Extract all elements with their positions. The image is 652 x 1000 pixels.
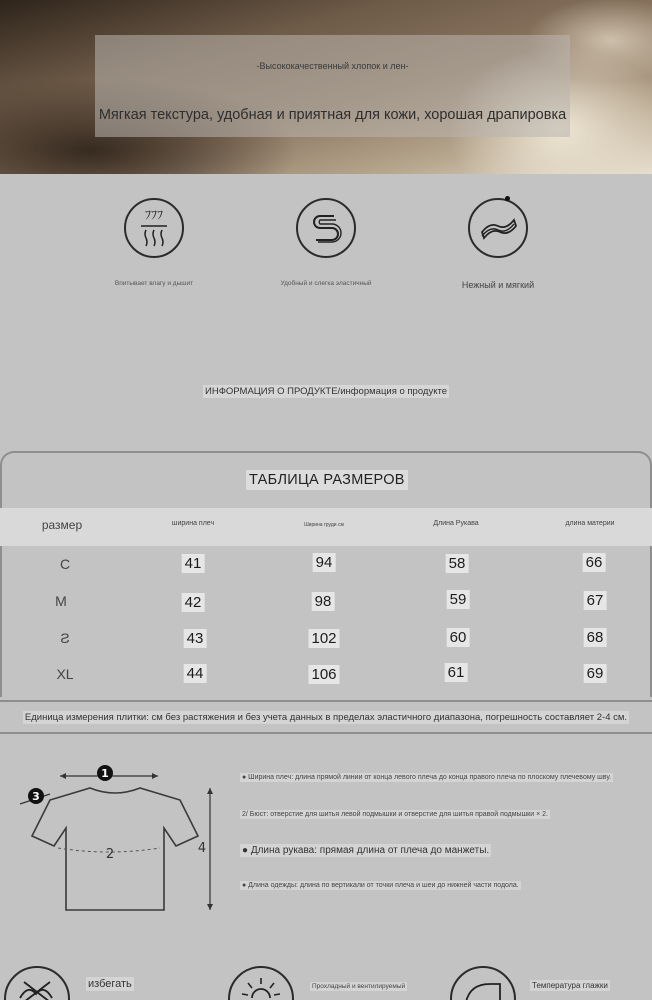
care-label-text: избегать: [88, 978, 132, 990]
header-length: длина материи: [565, 520, 615, 527]
svg-text:ﾌﾌﾌ: ﾌﾌﾌ: [144, 208, 164, 222]
diagram-label-2: 2: [105, 847, 115, 862]
soft-fabric-icon: [296, 198, 356, 258]
care-label: [86, 978, 134, 990]
measure-length: [240, 882, 521, 889]
feature-label: Удобный и слегка эластичный: [280, 280, 372, 287]
cell-length: 68: [584, 628, 607, 647]
hero-title: Мягкая текстура, удобная и приятная для кожи, хорошая драпировка: [98, 107, 567, 123]
size-note-text: Единица измерения плитки: см без растяжения и без учета данных в пределах эластичного диапазона, погрешность составляет 2-4 см.: [24, 712, 628, 723]
care-label: [530, 981, 610, 990]
measure-text: ● Ширина плеч: длина прямой линии от конца левого плеча до конца правого плеча по плоскому плечевому шву.: [242, 774, 612, 781]
gentle-fabric-icon: [468, 198, 528, 258]
header-shoulder: ширина плеч: [171, 520, 215, 527]
iron-icon: [450, 966, 516, 1000]
product-info-text: ИНФОРМАЦИЯ О ПРОДУКТЕ/информация о продукте: [205, 386, 447, 397]
feature-elastic: [266, 198, 386, 287]
measure-chest: [240, 811, 550, 818]
feature-soft: [438, 198, 558, 290]
hero-caption-box: [95, 35, 570, 137]
cell-length: 67: [584, 591, 607, 610]
cell-shoulder: 44: [184, 664, 207, 683]
cell-chest: 102: [308, 629, 339, 648]
marker-dot: [505, 196, 510, 201]
cell-shoulder: 43: [184, 629, 207, 648]
cell-chest: 106: [308, 665, 339, 684]
measure-text: 2/ Бюст: отверстие для шитья левой подмышки и отверстие для шитья правой подмышки × 2.: [242, 811, 548, 818]
cell-chest: 94: [313, 553, 336, 572]
cell-sleeve: 61: [445, 663, 468, 682]
measure-text: ● Длина одежды: длина по вертикали от точки плеча и шеи до нижней части подола.: [242, 882, 519, 889]
care-label-text: Температура глажки: [532, 981, 608, 990]
cell-length: 66: [583, 553, 606, 572]
feature-breathable: [94, 198, 214, 287]
header-size: размер: [41, 518, 83, 532]
product-info-heading: [0, 386, 652, 397]
feature-label: Впитывает влагу и дышит: [114, 280, 194, 287]
cell-chest: 98: [312, 592, 335, 611]
hero-banner: [0, 0, 652, 174]
diagram-label-4: 4: [197, 841, 207, 856]
no-bleach-icon: [4, 966, 70, 1000]
cell-length: 69: [584, 664, 607, 683]
measure-text: ● Длина рукава: прямая длина от плеча до манжеты.: [242, 845, 490, 856]
diagram-label-1: 1: [101, 767, 109, 780]
care-label: [310, 983, 407, 990]
cell-size: Ƨ: [60, 630, 70, 646]
header-chest: Ширина груди см: [304, 522, 344, 528]
header-sleeve: Длина Рукава: [433, 520, 479, 527]
cell-shoulder: 42: [182, 593, 205, 612]
cell-size: XL: [56, 666, 74, 682]
size-note: [0, 712, 652, 723]
size-table-title: ТАБЛИЦА РАЗМЕРОВ: [246, 470, 408, 490]
feature-label: Нежный и мягкий: [461, 280, 535, 290]
cell-sleeve: 60: [447, 628, 470, 647]
hero-subtitle: -Высококачественный хлопок и лен-: [256, 61, 409, 71]
cell-sleeve: 58: [446, 554, 469, 573]
tshirt-diagram: [10, 760, 220, 920]
cell-shoulder: 41: [182, 554, 205, 573]
cell-size: С: [59, 556, 71, 572]
breathable-icon: [124, 198, 184, 258]
cell-sleeve: 59: [447, 590, 470, 609]
sun-dry-icon: [228, 966, 294, 1000]
cell-size: М: [55, 593, 67, 609]
diagram-label-3: 3: [32, 790, 40, 803]
measure-shoulder: [240, 774, 613, 781]
measure-sleeve: [240, 845, 491, 856]
care-label-text: Прохладный и вентилируемый: [312, 983, 406, 990]
